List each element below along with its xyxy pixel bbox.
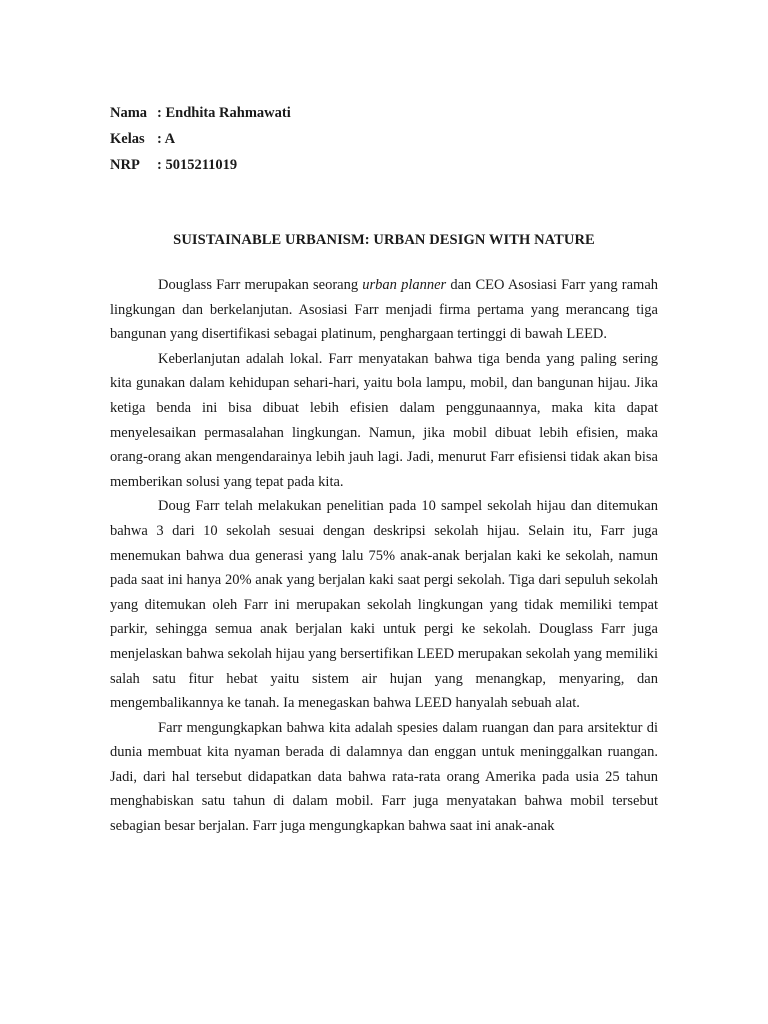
- identity-label-kelas: Kelas: [110, 131, 145, 147]
- paragraph-3: Doug Farr telah melakukan penelitian pada 10 sampel sekolah hijau dan ditemukan bahwa 3 dari 10 sekolah sesuai dengan deskripsi sekolah hijau. Selain itu, Farr juga menemukan bahwa dua generasi yang lalu 75% anak-anak berjalan kaki ke sekolah, namun pada saat ini hanya 20% anak yang berjalan kaki saat pergi sekolah. Tiga dari sepuluh sekolah yang ditemukan oleh Farr ini merupakan sekolah lingkungan yang tidak memiliki tempat parkir, sehingga semua anak berjalan kaki untuk pergi ke sekolah. Douglass Farr juga menjelaskan bahwa sekolah hijau yang bersertifikan LEED merupakan sekolah yang memiliki salah satu fitur hebat yaitu sistem air hujan yang menangkap, menyaring, dan mengembalikannya ke tanah. Ia menegaskan bahwa LEED hanyalah sebuah alat.: [110, 498, 658, 712]
- student-identity: [110, 100, 291, 178]
- identity-row-kelas: [110, 126, 291, 152]
- identity-row-nrp: [110, 152, 291, 178]
- identity-value-nrp: : 5015211019: [157, 157, 238, 173]
- essay-body: [110, 273, 658, 839]
- identity-label-nama: Nama: [110, 105, 148, 121]
- identity-row-nama: [110, 100, 291, 126]
- paragraph-1-rest: dan CEO Asosiasi Farr yang ramah lingkungan dan berkelanjutan. Asosiasi Farr menjadi firma pertama yang merancang tiga bangunan yang disertifikasi sebagai platinum, penghargaan tertinggi di bawah LEED.: [110, 277, 659, 343]
- paragraph-4: Farr mengungkapkan bahwa kita adalah spesies dalam ruangan dan para arsitektur di dunia membuat kita nyaman berada di dalamnya dan enggan untuk meninggalkan ruangan. Jadi, dari hal tersebut didapatkan data bahwa rata-rata orang Amerika pada usia 25 tahun menghabiskan satu tahun di dalam mobil. Farr juga menyatakan bahwa mobil tersebut sebagian besar berjalan. Farr juga mengungkapkan bahwa saat ini anak-anak: [110, 719, 658, 835]
- paragraph-1-start: Douglass Farr merupakan seorang: [158, 277, 363, 293]
- identity-value-kelas: : A: [157, 131, 176, 147]
- paragraph-1: [110, 273, 658, 347]
- paragraph-1-italic-term: urban planner: [362, 277, 447, 293]
- document-title: SUISTAINABLE URBANISM: URBAN DESIGN WITH NATURE: [173, 232, 595, 248]
- identity-label-nrp: NRP: [110, 157, 140, 173]
- paragraph-2: Keberlanjutan adalah lokal. Farr menyatakan bahwa tiga benda yang paling sering kita gunakan dalam kehidupan sehari-hari, yaitu bola lampu, mobil, dan bangunan hijau. Jika ketiga benda ini bisa dibuat lebih efisien dalam penggunaannya, maka kita dapat menyelesaikan permasalahan lingkungan. Namun, jika mobil dibuat lebih efisien, maka orang-orang akan mengendarainya lebih jauh lagi. Jadi, menurut Farr efisiensi tidak akan bisa memberikan solusi yang tepat pada kita.: [110, 350, 658, 490]
- identity-value-nama: : Endhita Rahmawati: [157, 105, 291, 121]
